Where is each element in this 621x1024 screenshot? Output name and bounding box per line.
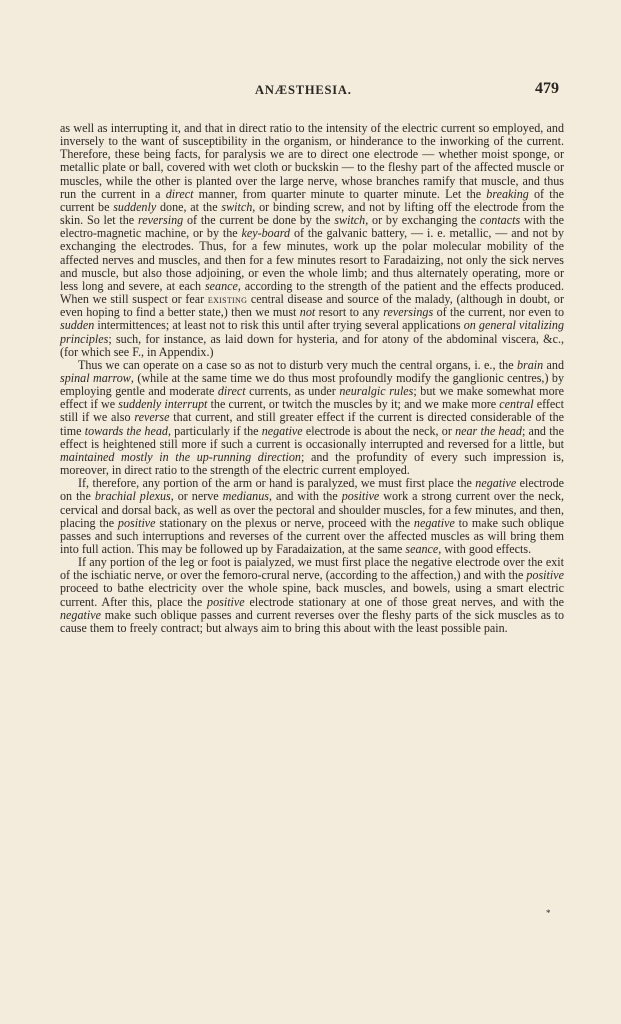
text-run: , or binding screw, and not by lifting off the electrode from the skin. So let the	[60, 199, 564, 228]
text-run: work a strong current over the neck, cervical and dorsal back, as well as over the pectoral and shoulder muscles, for a few minutes, and then, placing the	[60, 489, 565, 530]
text-run: , (while at the same time we do thus most profoundly modify the ganglionic centres,) by employing gentle and moderate	[60, 370, 564, 399]
italic-emphasis: seance	[204, 278, 238, 293]
italic-emphasis: not	[299, 305, 316, 320]
text-run: with the electro-magnetic machine, or by the	[60, 213, 565, 241]
text-run: ; and the effect is heightened still more if such a current is occasionally interrupted and reversed for a little, but	[60, 423, 564, 451]
page-number: 479	[535, 80, 559, 97]
italic-emphasis: spinal marrow	[60, 370, 131, 385]
italic-emphasis: switch	[334, 213, 366, 228]
text-run: If any portion of the leg or foot is paialyzed, we must first place the negative electrode over the exit of the ischiatic nerve, or over the femoro-crural nerve, (according to the affection,) and with the	[60, 555, 564, 583]
text-run: done, at the	[156, 199, 222, 214]
italic-emphasis: positive	[526, 568, 564, 583]
paragraph	[60, 477, 564, 556]
italic-emphasis: positive	[341, 489, 380, 504]
italic-emphasis: on general vitalizing principles	[60, 318, 564, 346]
italic-emphasis: reversing	[137, 213, 184, 228]
text-run: of the current, nor even to	[433, 305, 564, 320]
italic-emphasis: seance	[405, 542, 439, 556]
italic-emphasis: switch	[221, 199, 253, 214]
italic-emphasis: suddenly interrupt	[118, 397, 208, 412]
running-title: ANÆSTHESIA.	[255, 83, 352, 97]
small-caps-emphasis: existing	[207, 292, 248, 307]
text-run: electrode on the	[60, 476, 564, 504]
text-run: , with good effects.	[438, 542, 532, 556]
text-run: proceed to bathe electricity over the whole spine, back muscles, and bowels, using a smart electric current. After this, place the	[60, 581, 564, 609]
text-run: , particularly if the	[167, 423, 262, 438]
paragraph	[60, 556, 564, 635]
text-run: the current, or twitch the muscles by it; and we make more	[207, 397, 500, 412]
text-run: ; but we make somewhat more effect if we	[60, 384, 565, 412]
italic-emphasis: negative	[475, 476, 517, 491]
italic-emphasis: reversings	[383, 305, 434, 320]
italic-emphasis: contacts	[479, 213, 521, 228]
italic-emphasis: reverse	[134, 410, 170, 425]
italic-emphasis: brachial plexus	[94, 489, 171, 504]
italic-emphasis: maintained mostly in the up-running direction	[60, 449, 301, 464]
printer-mark: *	[546, 908, 551, 918]
text-run: Thus we can operate on a case so as not to disturb very much the central organs, i. e., the	[78, 357, 517, 372]
body-text	[60, 122, 564, 635]
text-run: resort to any	[315, 305, 384, 320]
text-run: effect still if we also	[60, 397, 565, 425]
text-run: that current, and still greater effect if the current is directed considerable of the time	[60, 410, 564, 438]
italic-emphasis: negative	[60, 607, 101, 622]
italic-emphasis: negative	[413, 515, 455, 530]
text-run: manner, from quarter minute to quarter minute. Let the	[193, 186, 487, 201]
text-run: ; such, for instance, as laid down for hysteria, and for atony of the abdominal viscera, &c., (for which see F., in Appendix.)	[60, 331, 564, 359]
text-run: , or by exchanging the	[365, 213, 480, 228]
italic-emphasis: near the head	[455, 423, 522, 438]
italic-emphasis: key-board	[241, 226, 291, 241]
text-run: to make such oblique passes and such interruptions and reverses of the current over the affected muscles as will bring them into full action. This may be followed up by Faradaization, at the same	[60, 515, 565, 556]
italic-emphasis: positive	[207, 594, 245, 609]
italic-emphasis: suddenly	[113, 199, 157, 214]
text-run: and	[543, 357, 564, 372]
text-run: electrode stationary at one of those great nerves, and with the	[244, 594, 565, 609]
italic-emphasis: negative	[261, 423, 303, 438]
text-run: make such oblique passes and current reverses over the fleshy parts of the sick muscles as to cause them to freely contract; but always aim to bring this about with the least possible pain.	[60, 607, 564, 635]
page-header	[0, 80, 621, 102]
italic-emphasis: towards the head	[84, 423, 168, 438]
italic-emphasis: brain	[516, 357, 544, 372]
paragraph	[60, 122, 564, 359]
text-run: of the current be done by the	[183, 213, 335, 228]
text-run: If, therefore, any portion of the arm or hand is paralyzed, we must first place the	[78, 476, 476, 491]
italic-emphasis: sudden	[60, 318, 95, 333]
italic-emphasis: medianus	[222, 489, 269, 504]
text-run: currents, as under	[245, 384, 340, 399]
italic-emphasis: breaking	[486, 186, 529, 201]
text-run: as well as interrupting it, and that in direct ratio to the intensity of the electric current so employed, and inversely to the want of susceptibility in the organism, or hinderance to the inworking of the current. Therefore, these being facts, for paralysis we are to direct one electrode — whether moist sponge, or metallic plate or ball, covered with wet cloth or buckskin — to the fleshy part of the affected muscle or muscles, while the other is planted over the large nerve, whose branches ramify that muscle, and thus run the current in a	[60, 121, 564, 201]
italic-emphasis: neuralgic rules	[339, 384, 414, 399]
text-run: of the galvanic battery, — i. e. metallic, — and not by exchanging the electrodes. Thus, for a few minutes, work up the polar molecular mobility of the affected nerves and muscles, and then for a few minutes resort to Faradaizing, not only the sick nerves and muscle, but also those adjoining, or even the whole limb; and thus alternately operating, more or less long and severe, at each	[60, 226, 565, 293]
italic-emphasis: positive	[117, 515, 156, 530]
text-run: , or nerve	[170, 489, 223, 504]
text-run: , according to the strength of the patient and the effects produced. When we still suspect or fear	[60, 278, 565, 307]
text-run: ; and the profundity of every such impression is, moreover, in direct ratio to the strength of the electric current employed.	[60, 449, 564, 478]
italic-emphasis: direct	[165, 186, 194, 201]
text-run: electrode is about the neck, or	[302, 423, 456, 438]
italic-emphasis: direct	[217, 384, 246, 399]
text-run: intermittences; at least not to risk this until after trying several applications	[94, 318, 464, 333]
text-run: , and with the	[268, 489, 342, 504]
text-run: of the current be	[60, 186, 564, 214]
italic-emphasis: central	[499, 397, 534, 412]
paragraph	[60, 359, 564, 477]
text-run: stationary on the plexus or nerve, proceed with the	[155, 515, 414, 530]
text-run: central disease and source of the malady, (although in doubt, or even hoping to find a better state,) then we must	[60, 292, 564, 320]
